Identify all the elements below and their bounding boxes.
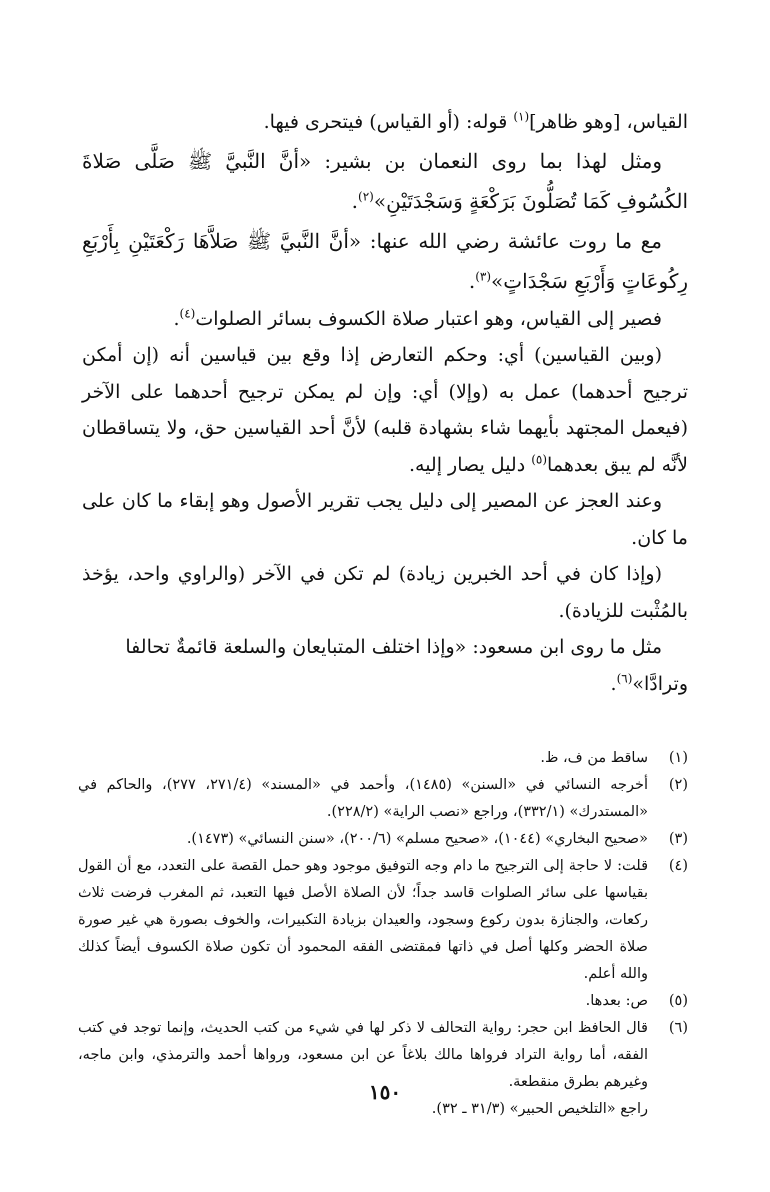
footnote-number: (٣) — [668, 831, 688, 847]
body-text: قوله: (أو القياس) فيتحرى فيها. — [263, 111, 514, 133]
body-text: ومثل لهذا بما روى النعمان بن بشير: «أنَّ النَّبيَّ ﷺ صَلَّى صَلاةَ الكُسُوفِ كَمَا تُصَلُّونَ بَرَكْعَةٍ وَسَجْدَتَيْنِ» — [82, 148, 688, 213]
footnote-text — [78, 853, 648, 988]
footnote — [78, 853, 688, 988]
body-text: . — [610, 672, 617, 695]
footnote-line: قال الحافظ ابن حجر: رواية التحالف لا ذكر لها في شيء من كتب الحديث، وإنما توجد في كتب الفقه، أما رواية التراد فرواها مالك بلاغاً عن ابن مسعود، ورواها أحمد والترمذي، وابن ماجه، وغيرهم بطرق منقطعة. — [78, 1020, 648, 1090]
body-text: فصير إلى القياس، وهو اعتبار صلاة الكسوف بسائر الصلوات — [195, 307, 662, 330]
footnote-reference: (٤) — [179, 306, 196, 321]
footnote-reference: (٥) — [531, 452, 548, 467]
footnote-line: راجع «التلخيص الحبير» (٣١/٣ ـ ٣٢). — [431, 1101, 648, 1117]
body-text: . — [351, 188, 359, 213]
body-text: . — [173, 307, 180, 330]
body-paragraph — [82, 141, 688, 221]
footnote — [78, 772, 688, 826]
footnote-number: (٦) — [668, 1020, 688, 1036]
footnote-number: (٥) — [668, 993, 688, 1009]
main-text — [82, 104, 688, 702]
page-number: ١٥٠ — [368, 1080, 402, 1104]
body-paragraph — [82, 301, 688, 338]
body-text: دليل يصار إليه. — [408, 453, 532, 476]
footnotes — [78, 745, 688, 1123]
footnote-line: أخرجه النسائي في «السنن» (١٤٨٥)، وأحمد في «المسند» (٢٧١/٤، ٢٧٧)، والحاكم في «المستدرك» (٣٣٢/١)، وراجع «نصب الراية» (٢٢٨/٢). — [78, 777, 648, 820]
footnote-text — [78, 772, 648, 826]
footnote-text — [78, 988, 648, 1015]
body-paragraph — [82, 556, 688, 629]
footnote-text — [78, 1015, 648, 1123]
body-text: . — [468, 268, 476, 293]
body-paragraph — [82, 337, 688, 483]
footnote-line: ساقط من ف، ظ. — [540, 750, 648, 766]
footnote-number: (١) — [668, 750, 688, 766]
footnote-reference: (٢) — [358, 188, 374, 203]
body-paragraph — [82, 104, 688, 141]
body-text: القياس، [وهو ظاهر] — [529, 111, 688, 133]
body-paragraph — [82, 629, 688, 702]
footnote-number: (٤) — [668, 858, 688, 874]
body-text: مع ما روت عائشة رضي الله عنها: «أنَّ النَّبيَّ ﷺ صَلاَّهَا رَكْعَتَيْنِ بِأَرْبَعِ رِكُوعَاتٍ وَأَرْبَعِ سَجْدَاتٍ» — [82, 228, 688, 293]
footnote-line: «صحيح البخاري» (١٠٤٤)، «صحيح مسلم» (٢٠٠/٦)، «سنن النسائي» (١٤٧٣). — [186, 831, 648, 847]
footnote-text — [78, 826, 648, 853]
body-text: مثل ما روى ابن مسعود: «وإذا اختلف المتبايعان والسلعة قائمةٌ تحالفا وترادَّا» — [125, 636, 688, 695]
footnote-line: قلت: لا حاجة إلى الترجيح ما دام وجه التوفيق موجود وهو حمل القصة على التعدد، مع أن القول بقياسها على سائر الصلوات قاسد جداً؛ لأن الصلاة الأصل فيها التعبد، ثم المغرب فرضت ثلاث ركعات، والجنازة بدون ركوع وسجود، والعيدان بزيادة التكبيرات، والخوف بصورة هي غير صورة صلاة الحضر وكلها أصل في ذاتها فمقتضى الفقه المحمود أن تكون صلاة الكسوف أيضاً كذلك والله أعلم. — [78, 858, 648, 982]
body-text: (وبين القياسين) أي: وحكم التعارض إذا وقع بين قياسين أنه (إن أمكن ترجيح أحدهما) عمل به (وإلا) أي: وإن لم يمكن ترجيح أحدهما على الآخر (فيعمل المجتهد بأيهما شاء بشهادة قلبه) لأنَّ أحد القياسين حق، ولا يتساقطان لأنَّه لم يبق بعدهما — [82, 344, 688, 476]
body-paragraph — [82, 221, 688, 301]
footnote-reference: (١) — [513, 109, 530, 124]
footnote-reference: (٣) — [475, 268, 492, 283]
footnote — [78, 988, 688, 1015]
body-text: (وإذا كان في أحد الخبرين زيادة) لم تكن في الآخر (والراوي واحد، يؤخذ بالمُثْبت للزيادة). — [82, 563, 688, 622]
body-paragraph — [82, 483, 688, 556]
footnote-number: (٢) — [668, 777, 688, 793]
body-text: وعند العجز عن المصير إلى دليل يجب تقرير الأصول وهو إبقاء ما كان على ما كان. — [82, 490, 688, 549]
footnote-line: ص: بعدها. — [585, 993, 648, 1009]
footnote-text — [78, 745, 648, 772]
footnote — [78, 745, 688, 772]
footnote — [78, 1015, 688, 1123]
page-content — [78, 104, 688, 1123]
footnote — [78, 826, 688, 853]
footnote-reference: (٦) — [616, 671, 633, 686]
